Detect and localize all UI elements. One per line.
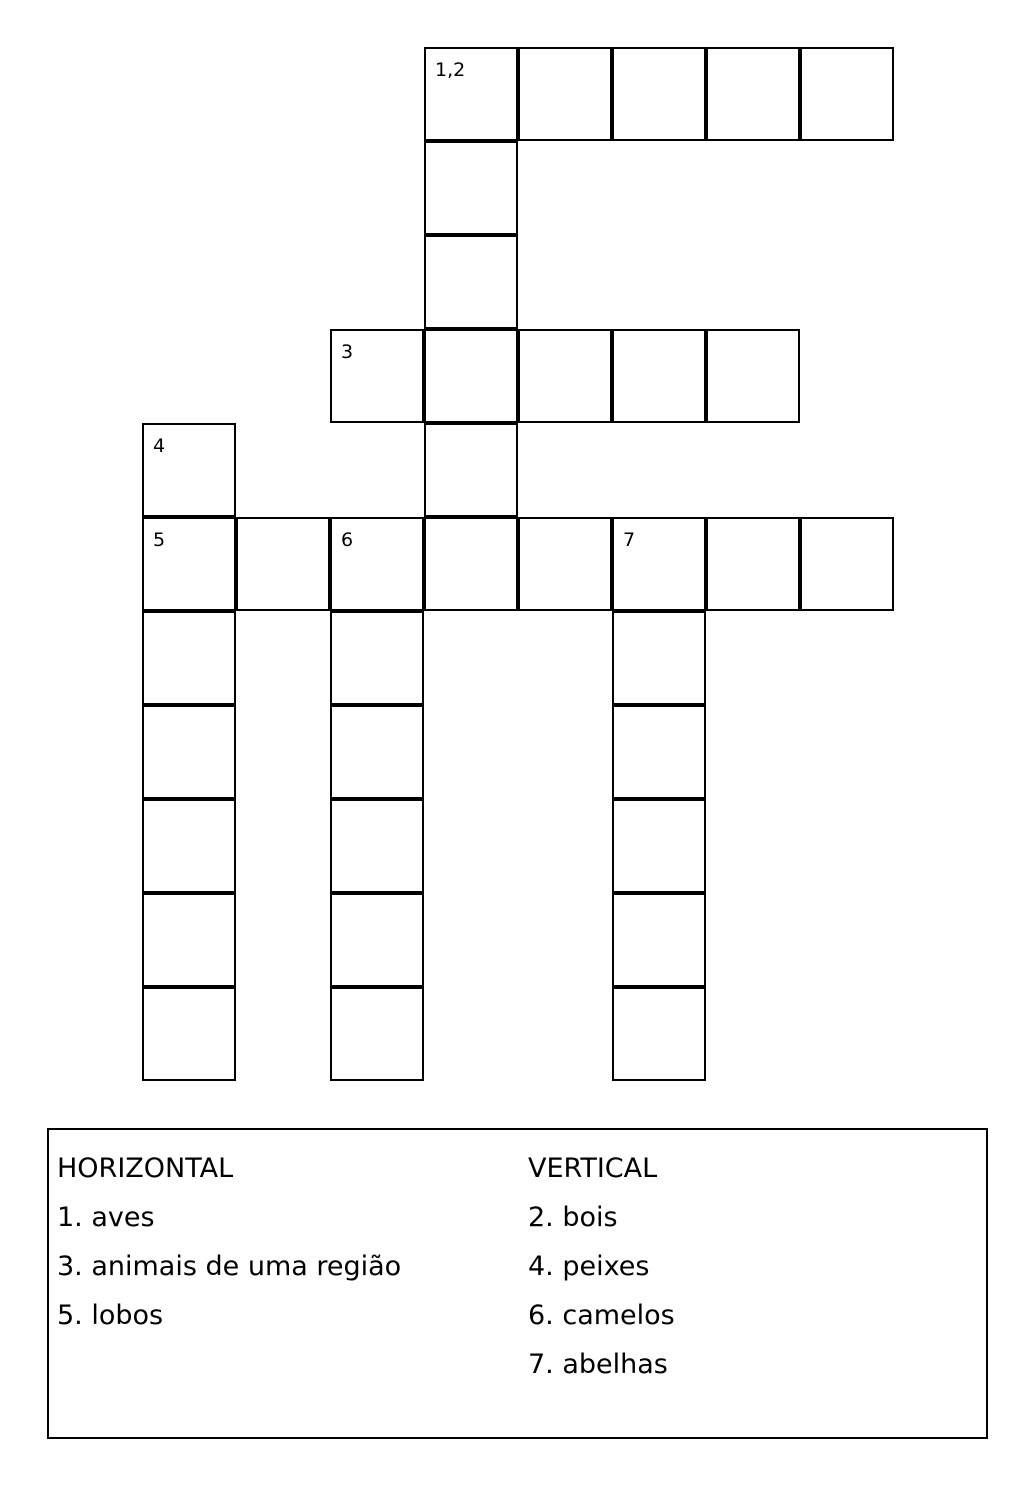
crossword-cell[interactable] xyxy=(612,893,706,987)
crossword-cell[interactable] xyxy=(142,705,236,799)
crossword-cell[interactable] xyxy=(330,799,424,893)
crossword-cell[interactable] xyxy=(518,47,612,141)
crossword-cell[interactable] xyxy=(142,611,236,705)
crossword-cell[interactable] xyxy=(518,517,612,611)
crossword-cell[interactable] xyxy=(330,329,424,423)
crossword-cell[interactable] xyxy=(706,517,800,611)
crossword-cell[interactable] xyxy=(518,329,612,423)
clue-number: 1,2 xyxy=(435,59,466,81)
crossword-cell[interactable] xyxy=(330,517,424,611)
clue-horizontal-1: 1. aves xyxy=(57,1202,155,1233)
clue-number: 6 xyxy=(341,529,354,551)
crossword-cell[interactable] xyxy=(142,893,236,987)
clue-number: 7 xyxy=(623,529,636,551)
crossword-cell[interactable] xyxy=(142,423,236,517)
crossword-cell[interactable] xyxy=(612,705,706,799)
crossword-cell[interactable] xyxy=(612,47,706,141)
crossword-cell[interactable] xyxy=(706,47,800,141)
crossword-cell[interactable] xyxy=(800,47,894,141)
clue-vertical-2: 2. bois xyxy=(528,1202,618,1233)
crossword-cell[interactable] xyxy=(236,517,330,611)
clue-vertical-4: 4. peixes xyxy=(528,1251,650,1282)
horizontal-heading: HORIZONTAL xyxy=(57,1153,234,1184)
crossword-cell[interactable] xyxy=(612,799,706,893)
crossword-cell[interactable] xyxy=(142,799,236,893)
crossword-cell[interactable] xyxy=(612,987,706,1081)
clue-vertical-6: 6. camelos xyxy=(528,1300,675,1331)
clue-number: 3 xyxy=(341,341,354,363)
crossword-cell[interactable] xyxy=(612,611,706,705)
clue-horizontal-5: 5. lobos xyxy=(57,1300,164,1331)
crossword-cell[interactable] xyxy=(330,705,424,799)
crossword-cell[interactable] xyxy=(330,893,424,987)
crossword-cell[interactable] xyxy=(424,517,518,611)
crossword-cell[interactable] xyxy=(706,329,800,423)
crossword-cell[interactable] xyxy=(612,517,706,611)
crossword-cell[interactable] xyxy=(142,517,236,611)
crossword-cell[interactable] xyxy=(424,141,518,235)
crossword-cell[interactable] xyxy=(424,235,518,329)
vertical-heading: VERTICAL xyxy=(528,1153,658,1184)
clue-horizontal-3: 3. animais de uma região xyxy=(57,1251,402,1282)
crossword-cell[interactable] xyxy=(330,987,424,1081)
crossword-cell[interactable] xyxy=(330,611,424,705)
clue-vertical-7: 7. abelhas xyxy=(528,1349,668,1380)
clues-box xyxy=(47,1128,988,1439)
crossword-cell[interactable] xyxy=(424,423,518,517)
crossword-cell[interactable] xyxy=(142,987,236,1081)
horizontal-clues xyxy=(57,1144,401,1340)
vertical-clues xyxy=(528,1144,675,1389)
crossword-cell[interactable] xyxy=(800,517,894,611)
crossword-cell[interactable] xyxy=(424,329,518,423)
crossword-cell[interactable] xyxy=(612,329,706,423)
clue-number: 4 xyxy=(153,435,166,457)
clue-number: 5 xyxy=(153,529,166,551)
crossword-cell[interactable] xyxy=(424,47,518,141)
